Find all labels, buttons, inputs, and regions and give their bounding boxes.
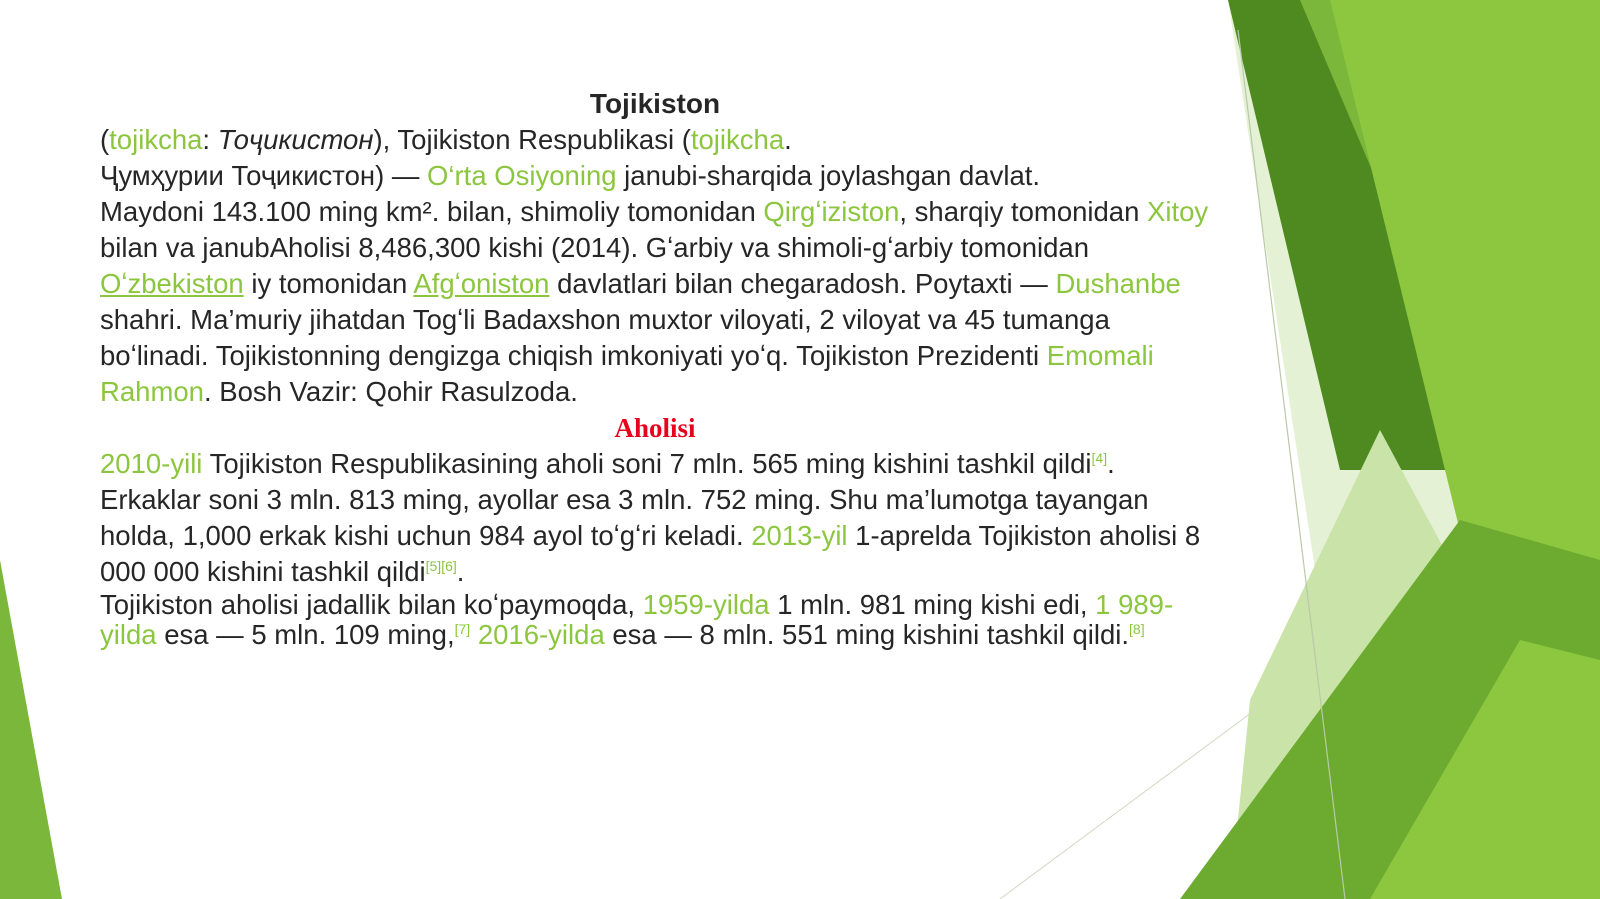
intro-text: , sharqiy tomonidan <box>899 196 1148 227</box>
intro-text: bilan va janubAholisi 8,486,300 kishi (2014). Gʻarbiy va shimoli-gʻarbiy tomonidan <box>100 232 1090 263</box>
growth-text: esa — 5 mln. 109 ming, <box>156 619 455 650</box>
population-text: . <box>456 556 465 587</box>
population-paragraph <box>100 446 1210 590</box>
growth-text <box>470 619 478 650</box>
reference-6[interactable]: [6] <box>441 557 457 574</box>
intro-text: ), Tojikiston Respublikasi ( <box>373 124 691 155</box>
growth-text: Tojikiston aholisi jadallik bilan koʻpaymoqda, <box>100 589 643 620</box>
growth-text: esa — 8 mln. 551 ming kishini tashkil qildi. <box>604 619 1130 650</box>
native-name: Тоҷикистон <box>217 124 374 155</box>
link-2010[interactable]: 2010-yili <box>100 448 203 479</box>
intro-text: shahri. Ma’muriy jihatdan Togʻli Badaxshon muxtor viloyati, 2 viloyat va 45 tumanga boʻlinadi. Tojikistonning dengizga chiqish imkoniyati yoʻq. Tojikiston Prezidenti <box>100 304 1110 371</box>
link-china[interactable]: Xitoy <box>1147 196 1209 227</box>
link-tojikcha-1[interactable]: tojikcha <box>109 124 203 155</box>
intro-text: janubi-sharqida joylashgan davlat. <box>616 160 1041 191</box>
population-text: 1-aprelda Tojikiston aholisi 8 000 000 kishini tashkil qildi <box>100 520 1201 587</box>
link-central-asia[interactable]: O‘rta Osiyoning <box>427 160 617 191</box>
reference-4[interactable]: [4] <box>1091 449 1108 466</box>
link-uzbekistan[interactable]: Oʻzbekiston <box>100 268 244 299</box>
population-text: . Erkaklar soni 3 mln. 813 ming, ayollar esa 3 mln. 752 ming. Shu ma’lumotga tayangan holda, 1,000 erkak kishi uchun 984 ayol toʻgʻri keladi. <box>100 448 1149 551</box>
intro-text: Ҷумҳурии Тоҷикистон) — <box>100 160 428 191</box>
intro-text: Maydoni 143.100 ming km². bilan, shimoliy tomonidan <box>100 196 764 227</box>
link-dushanbe[interactable]: Dushanbe <box>1055 268 1181 299</box>
link-2016[interactable]: 2016-yilda <box>477 619 605 650</box>
section-title-aholisi: Aholisi <box>614 413 696 443</box>
intro-text: iy tomonidan <box>243 268 414 299</box>
left-green-shape <box>0 560 62 899</box>
intro-text: ( <box>100 124 110 155</box>
link-1959[interactable]: 1959-yilda <box>642 589 770 620</box>
link-1989[interactable]: 1 989-yilda <box>100 589 1174 650</box>
intro-text: davlatlari bilan chegaradosh. Poytaxti — <box>549 268 1056 299</box>
link-2013[interactable]: 2013-yil <box>751 520 848 551</box>
intro-paragraph <box>100 122 1210 410</box>
page-title: Tojikiston <box>589 88 721 119</box>
reference-5[interactable]: [5] <box>425 557 442 574</box>
link-afghanistan[interactable]: Afgʻoniston <box>413 268 550 299</box>
link-tojikcha-2[interactable]: tojikcha <box>690 124 785 155</box>
intro-text: : <box>202 124 218 155</box>
reference-8[interactable]: [8] <box>1129 620 1145 637</box>
intro-text: . <box>784 124 792 155</box>
intro-text: . Bosh Vazir: Qohir Rasulzoda. <box>203 376 578 407</box>
population-text: Tojikiston Respublikasining aholi soni 7 mln. 565 ming kishini tashkil qildi <box>202 448 1092 479</box>
link-rahmon[interactable]: Emomali Rahmon <box>100 340 1154 407</box>
slide-text-area <box>100 86 1210 650</box>
reference-7[interactable]: [7] <box>454 620 471 637</box>
link-kyrgyzstan[interactable]: Qirgʻiziston <box>763 196 900 227</box>
growth-text: 1 mln. 981 ming kishi edi, <box>769 589 1096 620</box>
growth-paragraph <box>100 590 1210 650</box>
